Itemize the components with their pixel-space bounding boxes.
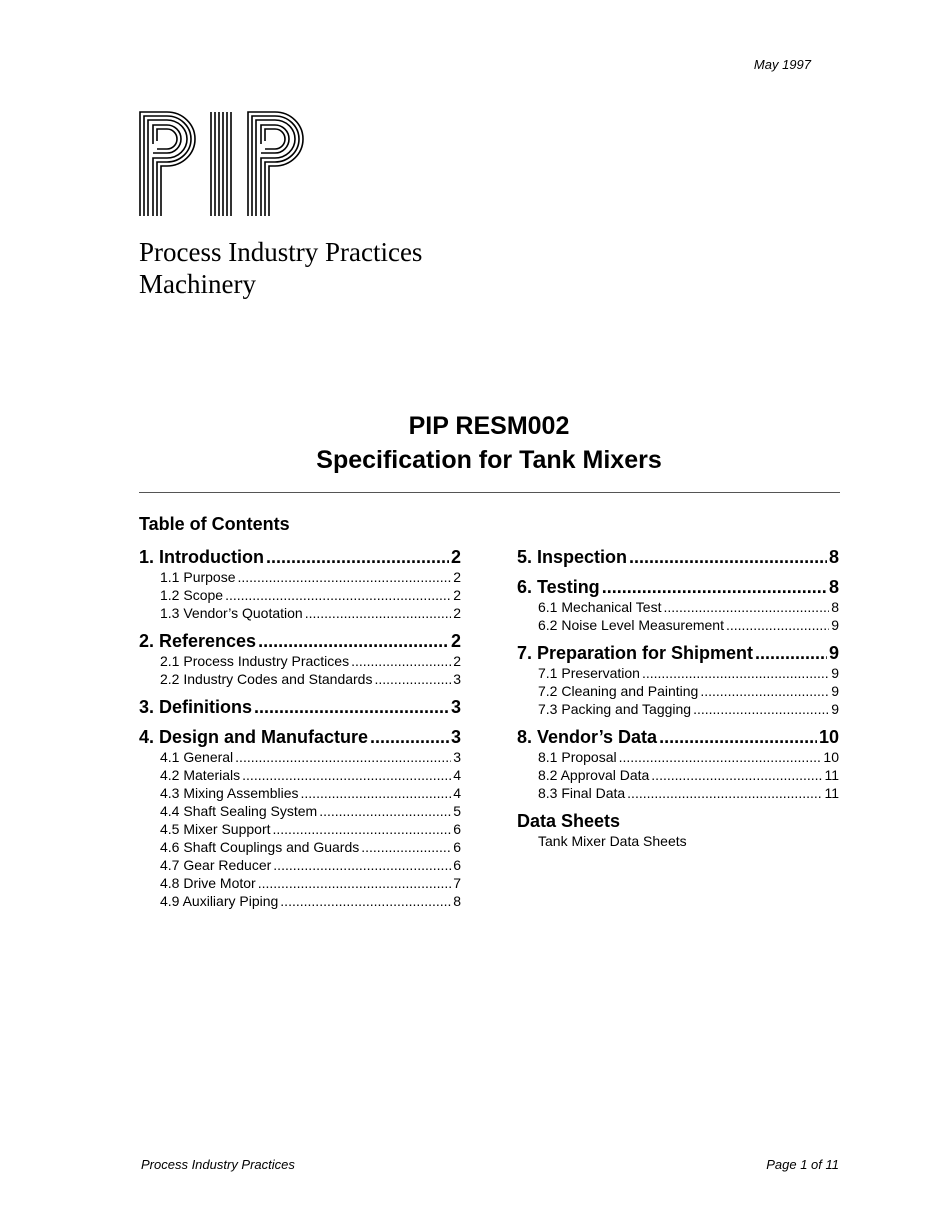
toc-subsection-entry[interactable] — [517, 598, 839, 616]
toc-entry-title: 2.2 Industry Codes and Standards — [160, 671, 373, 687]
toc-entry-title: 1.1 Purpose — [160, 569, 236, 585]
toc-entry-title: 8. Vendor’s Data — [517, 727, 658, 747]
toc-entry-page: 4 — [453, 785, 461, 801]
toc-entry-page: 10 — [823, 749, 839, 765]
dot-leader — [301, 784, 452, 802]
dot-leader — [693, 700, 829, 718]
toc-entry-title: 1.3 Vendor’s Quotation — [160, 605, 303, 621]
toc-subsection-entry[interactable] — [139, 802, 461, 820]
toc-subsection-entry[interactable] — [139, 748, 461, 766]
footer-page-number: Page 1 of 11 — [766, 1157, 839, 1172]
toc-section-entry[interactable] — [517, 576, 839, 598]
toc-entry-page: 8 — [828, 577, 839, 597]
pip-logo — [139, 111, 305, 217]
toc-entry-page: 10 — [818, 727, 839, 747]
toc-entry-page: 7 — [453, 875, 461, 891]
toc-entry-title: 4.7 Gear Reducer — [160, 857, 272, 873]
dot-leader — [225, 586, 451, 604]
dot-leader — [651, 766, 822, 784]
toc-entry-title: 4.9 Auxiliary Piping — [160, 893, 279, 909]
toc-subsection-entry[interactable] — [139, 604, 461, 622]
dot-leader — [726, 616, 829, 634]
toc-subsection-entry[interactable] — [517, 766, 839, 784]
toc-entry-title: 3. Definitions — [139, 697, 253, 717]
toc-entry-title: 7.1 Preservation — [538, 665, 640, 681]
toc-subsection-entry[interactable] — [139, 838, 461, 856]
toc-entry-page: 5 — [453, 803, 461, 819]
dot-leader — [602, 576, 827, 598]
data-sheets-section — [517, 810, 839, 850]
title-divider — [139, 492, 840, 493]
toc-entry-page: 9 — [831, 665, 839, 681]
toc-left-column — [139, 546, 461, 918]
dot-leader — [370, 726, 449, 748]
document-number: PIP RESM002 — [408, 412, 570, 440]
toc-section — [517, 576, 839, 634]
toc-subsection-entry[interactable] — [139, 586, 461, 604]
toc-entry-title: 7.2 Cleaning and Painting — [538, 683, 699, 699]
toc-subsection-entry[interactable] — [139, 652, 461, 670]
dot-leader — [619, 748, 822, 766]
dot-leader — [374, 670, 451, 688]
dot-leader — [238, 568, 452, 586]
toc-subsection-entry[interactable] — [139, 820, 461, 838]
toc-section — [139, 726, 461, 910]
dot-leader — [361, 838, 451, 856]
toc-entry-title: 7. Preparation for Shipment — [517, 643, 754, 663]
toc-subsection-entry[interactable] — [517, 700, 839, 718]
dot-leader — [254, 696, 449, 718]
toc-entry-page: 6 — [453, 839, 461, 855]
dot-leader — [305, 604, 452, 622]
dot-leader — [235, 748, 451, 766]
data-sheets-item[interactable]: Tank Mixer Data Sheets — [538, 833, 687, 849]
dot-leader — [663, 598, 829, 616]
toc-section — [139, 630, 461, 688]
toc-entry-page: 8 — [831, 599, 839, 615]
toc-entry-page: 2 — [450, 631, 461, 651]
toc-section — [139, 696, 461, 718]
toc-subsection-entry[interactable] — [139, 874, 461, 892]
toc-entry-title: 4.4 Shaft Sealing System — [160, 803, 318, 819]
data-sheets-heading[interactable]: Data Sheets — [517, 811, 621, 831]
toc-entry-title: 2. References — [139, 631, 257, 651]
toc-entry-title: 4.1 General — [160, 749, 234, 765]
toc-section — [517, 726, 839, 802]
toc-subsection-entry[interactable] — [139, 892, 461, 910]
dot-leader — [627, 784, 822, 802]
toc-section-entry[interactable] — [139, 630, 461, 652]
dot-leader — [659, 726, 817, 748]
dot-leader — [351, 652, 451, 670]
toc-entry-page: 2 — [453, 653, 461, 669]
organization-name: Process Industry Practices — [139, 237, 423, 267]
toc-section — [139, 546, 461, 622]
toc-entry-title: 8.1 Proposal — [538, 749, 617, 765]
dot-leader — [755, 642, 827, 664]
toc-subsection-entry[interactable] — [139, 856, 461, 874]
toc-entry-title: 4.6 Shaft Couplings and Guards — [160, 839, 360, 855]
toc-entry-title: 4.8 Drive Motor — [160, 875, 256, 891]
toc-entry-title: 5. Inspection — [517, 547, 628, 567]
toc-entry-page: 3 — [450, 697, 461, 717]
toc-entry-page: 9 — [831, 701, 839, 717]
toc-subsection-entry[interactable] — [139, 568, 461, 586]
toc-subsection-entry[interactable] — [517, 784, 839, 802]
document-title: Specification for Tank Mixers — [316, 446, 662, 474]
toc-entry-page: 4 — [453, 767, 461, 783]
dot-leader — [700, 682, 829, 700]
toc-entry-page: 6 — [453, 821, 461, 837]
toc-entry-title: 7.3 Packing and Tagging — [538, 701, 692, 717]
toc-right-column — [517, 546, 839, 850]
dot-leader — [242, 766, 451, 784]
toc-entry-title: 6.2 Noise Level Measurement — [538, 617, 724, 633]
toc-right-sections — [517, 546, 839, 802]
dot-leader — [273, 856, 451, 874]
toc-entry-page: 2 — [453, 605, 461, 621]
toc-entry-title: 1.2 Scope — [160, 587, 224, 603]
document-date: May 1997 — [753, 57, 811, 72]
toc-entry-title: 4.5 Mixer Support — [160, 821, 271, 837]
toc-entry-page: 3 — [453, 671, 461, 687]
toc-entry-title: 6.1 Mechanical Test — [538, 599, 662, 615]
dot-leader — [258, 874, 452, 892]
toc-heading: Table of Contents — [139, 514, 290, 534]
discipline-name: Machinery — [139, 269, 256, 299]
toc-entry-page: 8 — [453, 893, 461, 909]
toc-section-entry[interactable] — [139, 696, 461, 718]
dot-leader — [642, 664, 829, 682]
toc-section-entry[interactable] — [139, 546, 461, 568]
toc-subsection-entry[interactable] — [517, 748, 839, 766]
dot-leader — [280, 892, 451, 910]
toc-entry-title: 8.2 Approval Data — [538, 767, 650, 783]
toc-entry-page: 9 — [831, 617, 839, 633]
toc-subsection-entry[interactable] — [517, 682, 839, 700]
toc-section — [517, 546, 839, 568]
toc-entry-page: 2 — [453, 587, 461, 603]
toc-subsection-entry[interactable] — [139, 766, 461, 784]
toc-entry-title: 2.1 Process Industry Practices — [160, 653, 350, 669]
dot-leader — [319, 802, 451, 820]
toc-entry-page: 11 — [824, 785, 839, 801]
toc-entry-title: 4.3 Mixing Assemblies — [160, 785, 299, 801]
toc-entry-title: 4.2 Materials — [160, 767, 241, 783]
toc-entry-page: 6 — [453, 857, 461, 873]
footer-organization: Process Industry Practices — [141, 1157, 295, 1172]
toc-section-entry[interactable] — [517, 726, 839, 748]
toc-entry-page: 9 — [831, 683, 839, 699]
toc-entry-page: 3 — [450, 727, 461, 747]
toc-subsection-entry[interactable] — [139, 784, 461, 802]
dot-leader — [273, 820, 452, 838]
toc-section-entry[interactable] — [139, 726, 461, 748]
dot-leader — [629, 546, 827, 568]
toc-section-entry[interactable] — [517, 546, 839, 568]
toc-entry-page: 2 — [450, 547, 461, 567]
toc-entry-page: 8 — [828, 547, 839, 567]
toc-entry-page: 3 — [453, 749, 461, 765]
toc-entry-title: 1. Introduction — [139, 547, 264, 567]
toc-entry-title: 6. Testing — [517, 577, 600, 597]
toc-entry-title: 8.3 Final Data — [538, 785, 626, 801]
toc-section — [517, 642, 839, 718]
dot-leader — [266, 546, 449, 568]
toc-entry-page: 11 — [824, 767, 839, 783]
toc-entry-page: 2 — [453, 569, 461, 585]
toc-entry-page: 9 — [828, 643, 839, 663]
toc-entry-title: 4. Design and Manufacture — [139, 727, 369, 747]
toc-subsection-entry[interactable] — [139, 670, 461, 688]
toc-subsection-entry[interactable] — [517, 616, 839, 634]
dot-leader — [258, 630, 449, 652]
toc-subsection-entry[interactable] — [517, 664, 839, 682]
toc-section-entry[interactable] — [517, 642, 839, 664]
